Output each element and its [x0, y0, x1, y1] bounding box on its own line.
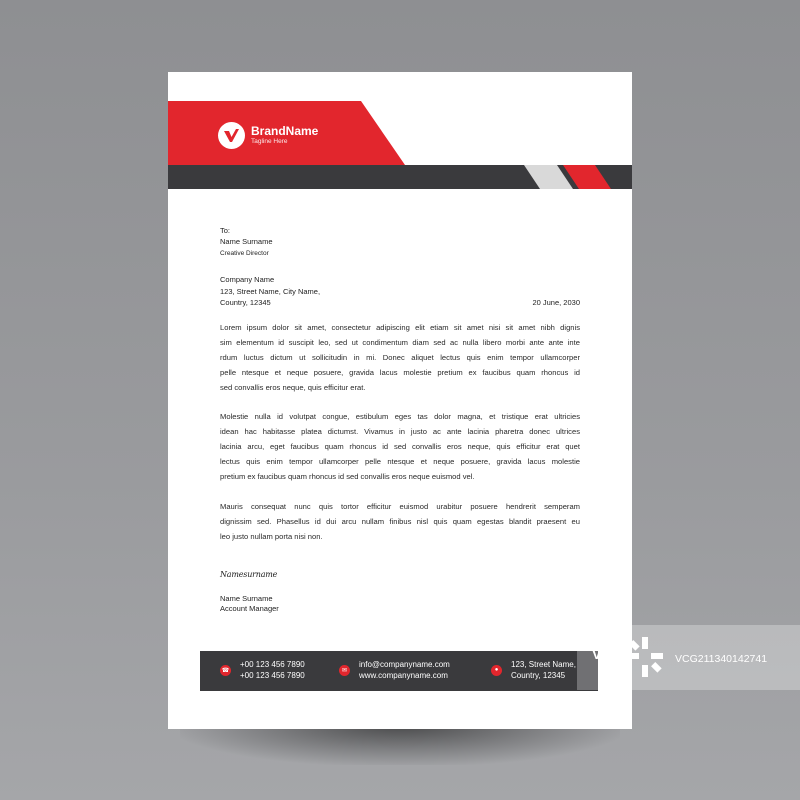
address-line-2: Country, 12345: [220, 298, 271, 307]
footer-address: [491, 659, 576, 681]
footer-phone-2: +00 123 456 7890: [240, 671, 305, 680]
footer-phone-1: +00 123 456 7890: [240, 660, 305, 669]
brand-logo-icon: [218, 122, 245, 149]
to-label: To:: [220, 226, 231, 235]
paragraph-line: pelle ntesque et neque posuere, gravida lacus molestie pretium ex faucibus quam rhoncus id: [220, 367, 580, 377]
recipient-name: Name Surname: [220, 237, 273, 246]
body-paragraph-2: [220, 410, 580, 485]
brand-name: BrandName: [251, 124, 319, 138]
contact-footer-bar: [200, 651, 598, 691]
address-line-1: 123, Street Name, City Name,: [220, 287, 321, 296]
handwritten-signature: Namesurname: [220, 570, 278, 579]
footer-address-1: 123, Street Name,: [511, 660, 576, 669]
brand-tagline: Tagline Here: [251, 138, 288, 145]
letterhead-page: [168, 72, 632, 729]
paper-shadow: [180, 725, 620, 765]
paragraph-line: lacinia arcu, eget faucibus quam rhoncus id sed convallis eros neque, quis efficitur erat quet: [220, 441, 580, 451]
company-name: Company Name: [220, 275, 275, 284]
body-paragraph-3: [220, 500, 580, 545]
brand-block: [218, 122, 318, 149]
paragraph-line: rdum luctus dictum ut sollicitudin in mi. Donec aliquet lectus quis enim tempor ullamcorper: [220, 352, 580, 362]
paragraph-line: lectus quis enim tempor ullamcorper pelle ntesque et neque posuere, gravida lacus molestie: [220, 456, 580, 466]
paragraph-line: Molestie nulla id volutpat congue, estibulum eges tas dolor magna, et tristique erat ultricies: [220, 412, 580, 421]
watermark-logo: VCG: [592, 646, 623, 662]
footer-email: info@companyname.com: [359, 660, 450, 669]
paragraph-line: sim elementum id suscipit leo, sed ut condimentum diam sed ac nulla libero morbi ante ante inte: [220, 337, 580, 347]
paragraph-line: Mauris consequat nunc quis tortor efficitur euismod urabitur posuere hendrerit semperam: [220, 502, 580, 511]
footer-web: [339, 659, 450, 681]
footer-website: www.companyname.com: [359, 671, 448, 680]
paragraph-line: pretium ex faucibus quam rhoncus id sed convallis eros neque euismod vel.: [220, 471, 475, 481]
paragraph-line: idean hac habitasse platea dictumst. Vivamus in justo ac ante lacinia pharetra donec ultrices: [220, 426, 580, 436]
paragraph-line: leo justo nullam porta nisi non.: [220, 531, 323, 541]
paragraph-line: dignissim sed. Phasellus id dui arcu nullam finibus nisl quis quam egestas blandit praesent eu: [220, 516, 580, 526]
signer-title: Account Manager: [220, 604, 279, 613]
watermark-burst-icon: [625, 635, 665, 681]
paragraph-line: Lorem ipsum dolor sit amet, consectetur adipiscing elit etiam sit amet nisi sit amet nibh dignis: [220, 323, 580, 332]
location-pin-icon: ●: [491, 665, 502, 676]
paragraph-line: sed convallis eros neque, quis efficitur erat.: [220, 382, 366, 392]
phone-icon: ☎: [220, 665, 231, 676]
watermark-id: VCG211340142741: [675, 653, 768, 665]
footer-address-2: Country, 12345: [511, 671, 566, 680]
letter-date: 20 June, 2030: [532, 298, 580, 307]
stock-watermark: [577, 625, 800, 690]
body-paragraph-1: [220, 321, 580, 396]
footer-phone: [220, 659, 305, 681]
signer-name: Name Surname: [220, 594, 273, 603]
email-icon: ✉: [339, 665, 350, 676]
recipient-title: Creative Director: [220, 250, 269, 257]
